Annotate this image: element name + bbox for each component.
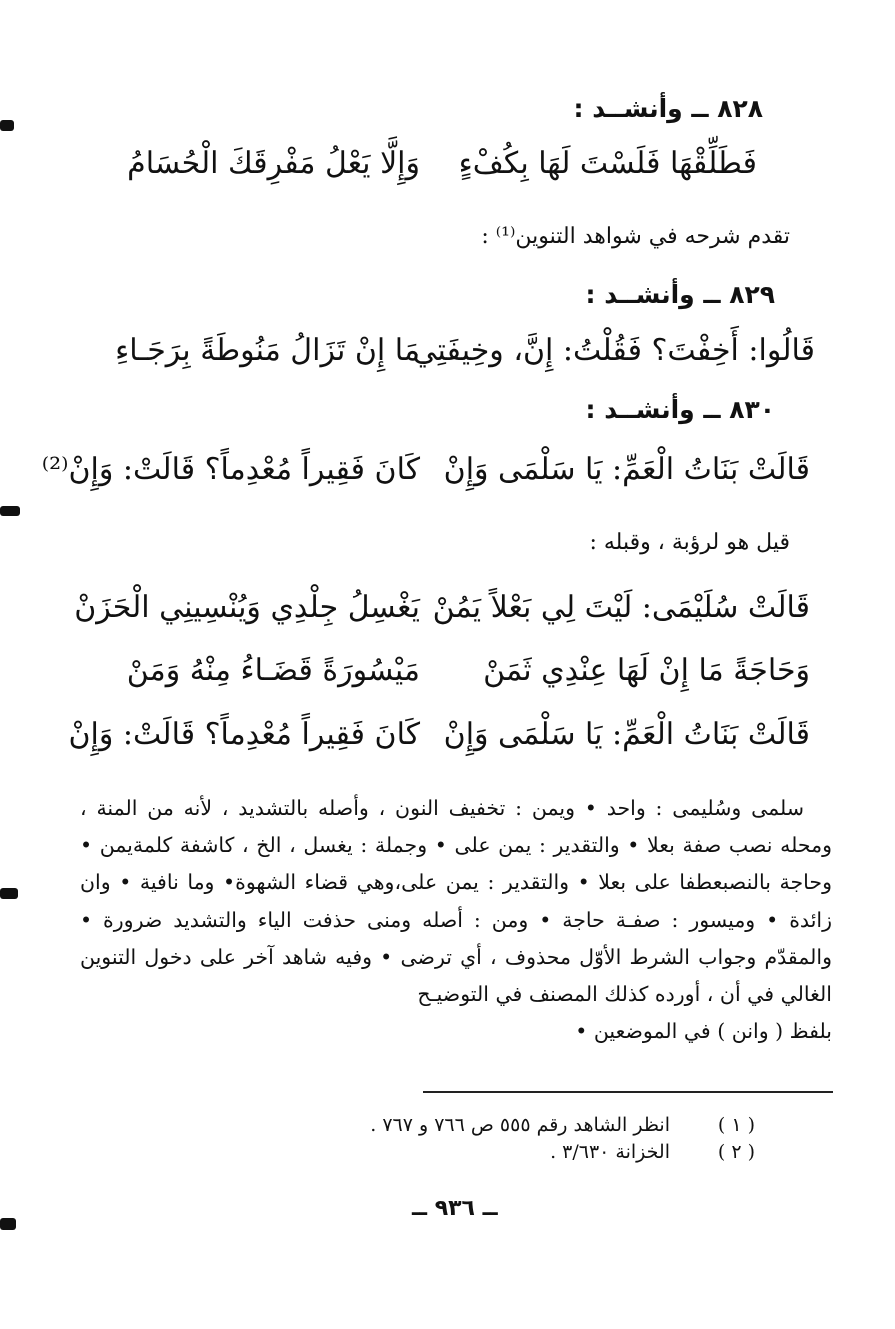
verse-first-hemistich: قَالُوا: أَخِفْتَ؟ فَقُلْتُ: إِنَّ، وخِيفَتِي: [412, 333, 815, 368]
scan-mark: [0, 120, 14, 131]
scan-mark: [0, 888, 18, 899]
verse-second-hemistich: وَإِلَّا يَعْلُ مَفْرِقَكَ الْحُسَامُ: [127, 146, 420, 181]
footnote-separator: [423, 1091, 833, 1093]
verse-second-hemistich: مَا إِنْ تَزَالُ مَنُوطَةً بِرَجَـاءِ: [115, 333, 420, 368]
verse-first-hemistich: وَحَاجَةً مَا إِنْ لَهَا عِنْدِي ثَمَنْ: [483, 653, 810, 688]
verse-second-hemistich: يَغْسِلُ جِلْدِي وَيُنْسِينِي الْحَزَنْ: [74, 590, 420, 625]
entry-note: تقدم شرحه في شواهد التنوين⁽¹⁾ :: [481, 224, 790, 249]
footnote-text: الخزانة ٣/٦٣٠ .: [550, 1141, 670, 1163]
verse-first-hemistich: قَالَتْ بَنَاتُ الْعَمِّ: يَا سَلْمَى وَإِنْ: [443, 452, 810, 487]
footnote-marker: ( ٢ ): [717, 1141, 755, 1163]
commentary-paragraph: سلمى وسُليمى : واحد • ويمن : تخفيف النون ، وأصله بالتشديد ، لأنه من المنة ، ومحله نصب صفة بعلا • والتقدير : يمن على • وجملة : يغسل ، الخ ، كاشفة كلمةيمن • وحاجة بالنصبعطفا على بعلا • والتقدير : يمن على،وهي قضاء الشهوة• وما نافية • وان زائدة • وميسور : صفـة حاجة • ومن : أصله ومنى حذفت الياء والتشديد ضرورة • والمقدّم وجواب الشرط الأوّل محذوف ، أي ترضى • وفيه شاهد آخر على دخول التنوين الغالي في أن ، أورده كذلك المصنف في التوضيـح: [80, 796, 832, 1007]
scan-mark: [0, 506, 20, 516]
scan-mark: [0, 1218, 16, 1230]
footnote-marker: ( ١ ): [717, 1114, 755, 1136]
verse-first-hemistich: فَطَلِّقْهَا فَلَسْتَ لَهَا بِكُفْءٍ: [458, 146, 757, 181]
verse-second-hemistich: كَانَ فَقِيراً مُعْدِماً؟ قَالَتْ: وَإِنْ: [68, 717, 420, 752]
commentary-paragraph: بلفظ ( وانن ) في الموضعين •: [575, 1019, 832, 1044]
entry-heading-828: ٨٢٨ ــ وأنشــد :: [573, 94, 763, 123]
entry-note: قيل هو لرؤبة ، وقبله :: [589, 530, 790, 555]
entry-heading-830: ٨٣٠ ــ وأنشــد :: [585, 395, 775, 424]
entry-heading-829: ٨٢٩ ــ وأنشــد :: [585, 280, 775, 309]
verse-second-hemistich: مَيْسُورَةً قَضَـاءُ مِنْهُ وَمَنْ: [126, 653, 420, 688]
commentary: [80, 790, 832, 1050]
verse-first-hemistich: قَالَتْ بَنَاتُ الْعَمِّ: يَا سَلْمَى وَإِنْ: [443, 717, 810, 752]
footnote-text: انظر الشاهد رقم ٥٥٥ ص ٧٦٦ و ٧٦٧ .: [370, 1114, 670, 1136]
verse-second-hemistich: كَانَ فَقِيراً مُعْدِماً؟ قَالَتْ: وَإِنْ⁽²⁾: [41, 452, 420, 487]
verse-first-hemistich: قَالَتْ سُلَيْمَى: لَيْتَ لِي بَعْلاً يَمُنْ: [432, 590, 810, 625]
page-number: ــ ٩٣٦ ــ: [412, 1196, 498, 1221]
